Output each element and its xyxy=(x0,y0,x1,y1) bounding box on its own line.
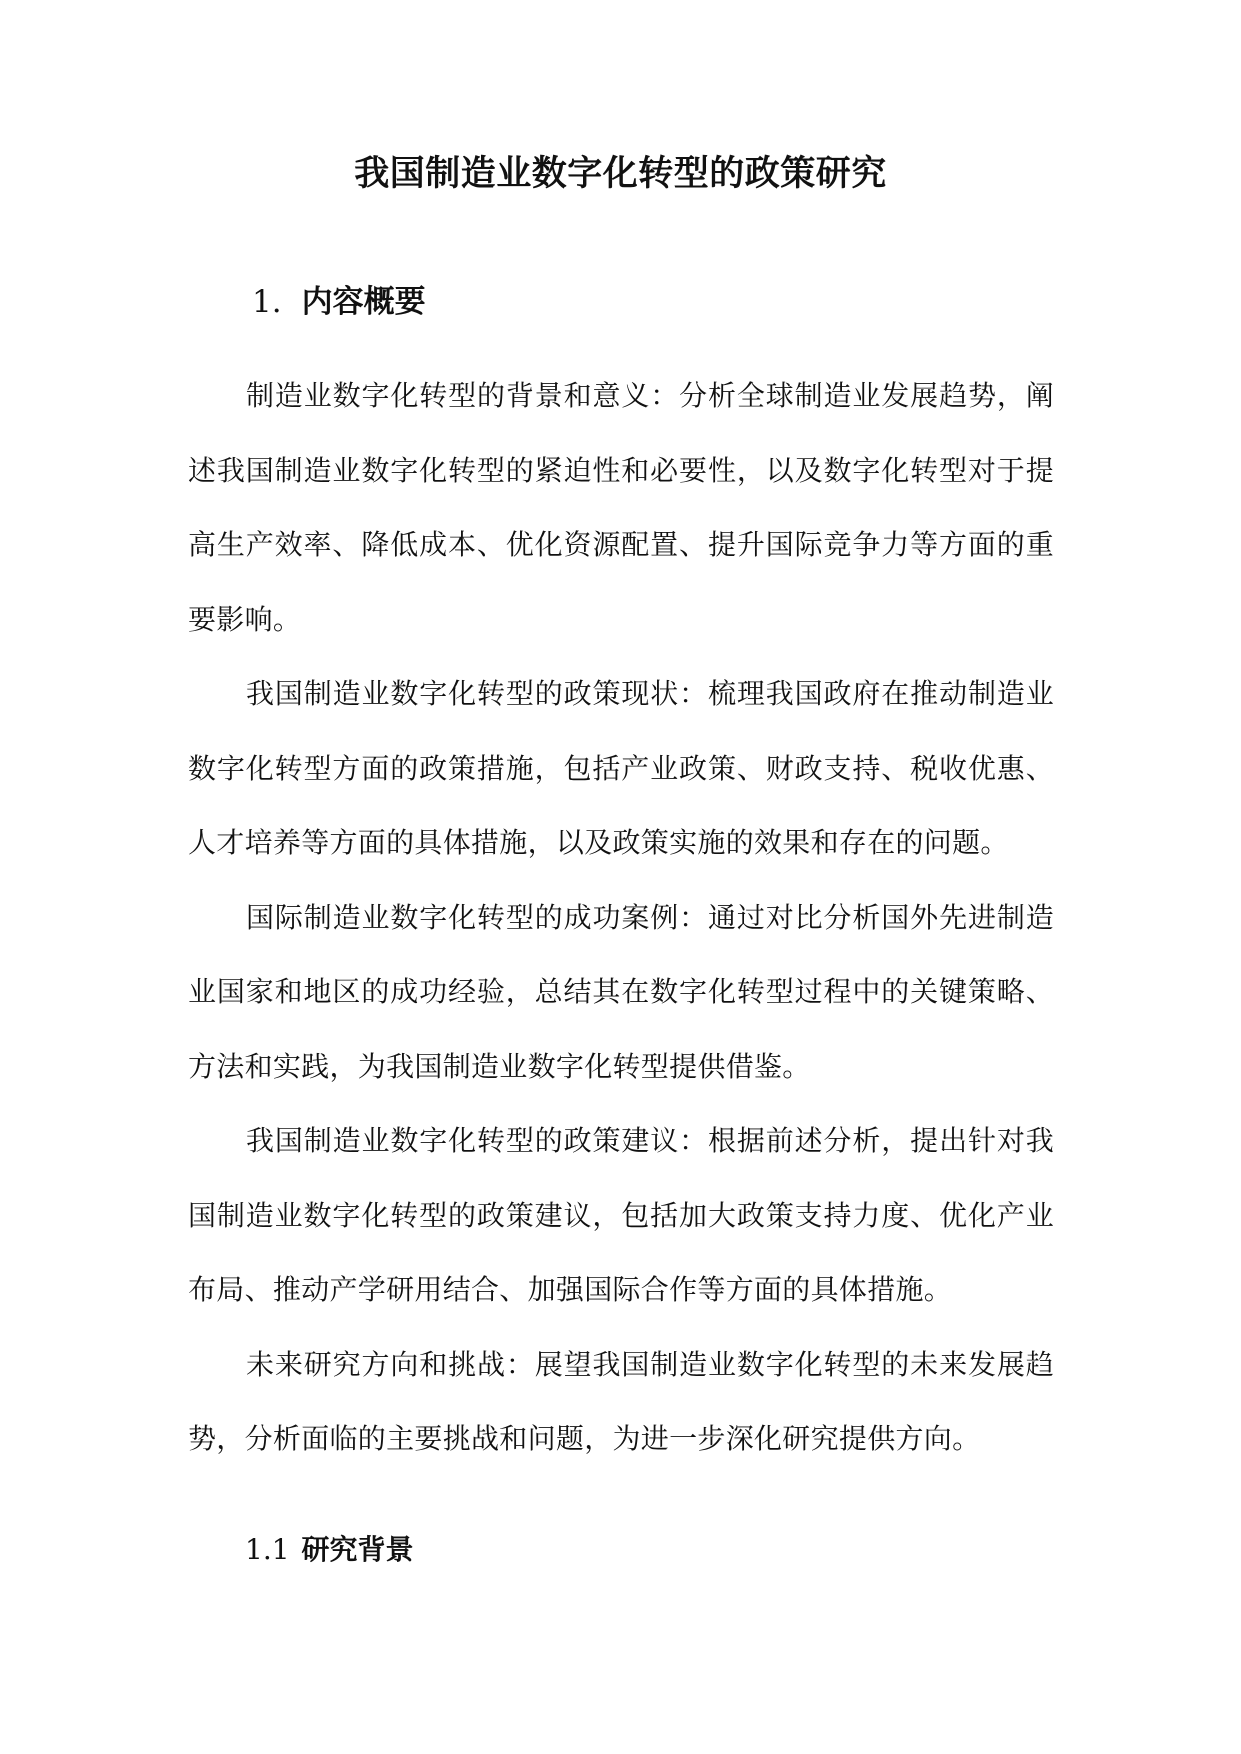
subsection-heading xyxy=(245,1530,414,1570)
document-title: 我国制造业数字化转型的政策研究 xyxy=(354,154,887,194)
subsection-title: 研究背景 xyxy=(301,1533,414,1566)
section-number: 1. xyxy=(252,284,282,320)
paragraph-policy-recommendations: 我国制造业数字化转型的政策建议：根据前述分析，提出针对我国制造业数字化转型的政策建议，包括加大政策支持力度、优化产业布局、推动产学研用结合、加强国际合作等方面的具体措施。 xyxy=(188,1124,1054,1306)
subsection-number: 1.1 xyxy=(245,1533,290,1566)
section-title: 内容概要 xyxy=(301,284,426,320)
paragraph-policy-status: 我国制造业数字化转型的政策现状：梳理我国政府在推动制造业数字化转型方面的政策措施，包括产业政策、财政支持、税收优惠、人才培养等方面的具体措施，以及政策实施的效果和存在的问题。 xyxy=(188,677,1054,859)
paragraph-international-cases: 国际制造业数字化转型的成功案例：通过对比分析国外先进制造业国家和地区的成功经验，总结其在数字化转型过程中的关键策略、方法和实践，为我国制造业数字化转型提供借鉴。 xyxy=(188,900,1054,1083)
paragraph-background: 制造业数字化转型的背景和意义：分析全球制造业发展趋势，阐述我国制造业数字化转型的紧迫性和必要性，以及数字化转型对于提高生产效率、降低成本、优化资源配置、提升国际竞争力等方面的重要影响。 xyxy=(188,379,1054,636)
paragraph-future-directions: 未来研究方向和挑战：展望我国制造业数字化转型的未来发展趋势，分析面临的主要挑战和问题，为进一步深化研究提供方向。 xyxy=(188,1347,1054,1455)
section-body xyxy=(188,359,1054,1477)
section-heading xyxy=(252,280,426,324)
